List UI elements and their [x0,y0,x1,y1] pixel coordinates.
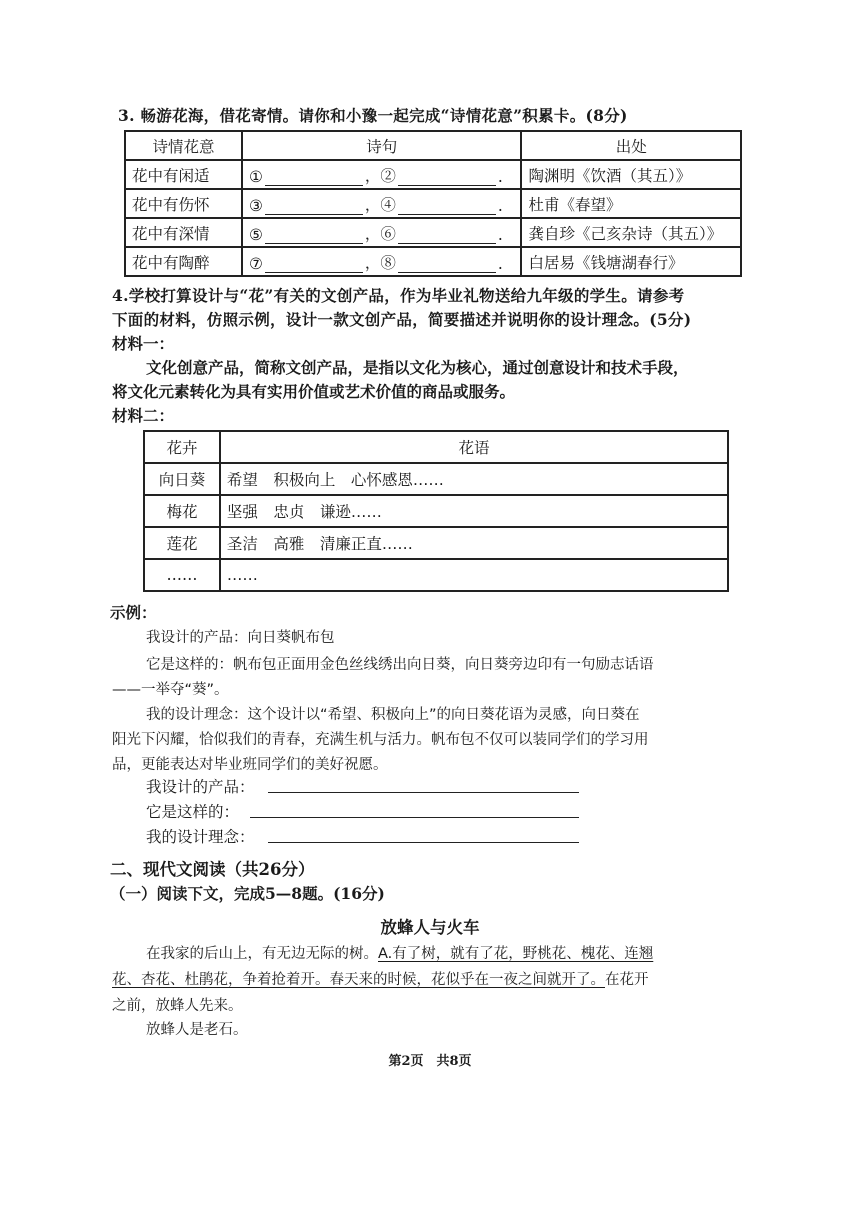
page-footer: 第2页 共8页 [388,1054,472,1069]
material-1-line2: 将文化元素转化为具有实用价值或艺术价值的商品或服务。 [112,382,516,401]
blank-6[interactable] [398,227,496,244]
example-idea-line2: 阳光下闪耀，恰似我们的青春，充满生机与活力。帆布包不仅可以装同学们的学习用 [112,732,649,748]
answer-idea-line[interactable] [268,842,579,843]
blank-2[interactable] [398,169,496,186]
example-desc-line2: ——一举夺“葵”。 [112,682,229,698]
article-p1-line3: 之前，放蜂人先来。 [112,998,243,1014]
flower-language: 坚强 忠贞 谦逊…… [220,495,728,527]
example-product: 我设计的产品：向日葵帆布包 [146,630,335,646]
blank-marker-3: ③ [248,196,263,215]
q3-source: 龚自珍《己亥杂诗（其五）》 [521,218,741,247]
flower-row [144,495,728,527]
q3-theme: 花中有陶醉 [125,247,242,276]
blank-3[interactable] [265,198,363,215]
article-p2: 放蜂人是老石。 [146,1022,248,1038]
article-p1-lead: 在我家的后山上，有无边无际的树。 [146,946,378,962]
end-dot: . [497,254,503,273]
example-label: 示例： [110,603,157,622]
article-title: 放蜂人与火车 [380,918,480,937]
blank-7[interactable] [265,256,363,273]
material-1-line1: 文化创意产品，简称文创产品，是指以文化为核心，通过创意设计和技术手段， [146,358,689,377]
flower-header: 花卉 [144,431,220,463]
reading-instruction: （一）阅读下文，完成5—8题。(16分) [110,884,385,903]
example-desc-line1: 它是这样的：帆布包正面用金色丝线绣出向日葵，向日葵旁边印有一句励志话语 [146,657,654,673]
end-dot: . [497,225,503,244]
flower-table-header [144,431,728,463]
flower-language: 圣洁 高雅 清廉正直…… [220,527,728,559]
q3-header-source: 出处 [521,131,741,160]
q3-row [125,218,741,247]
blank-marker-4: ，④ [364,195,396,214]
answer-product-label: 我设计的产品： [146,778,255,796]
q3-header-verse: 诗句 [242,131,522,160]
q3-verse-cell [242,247,522,276]
article-p1-line2 [112,968,649,989]
q3-header-theme: 诗情花意 [125,131,242,160]
q3-row [125,247,741,276]
q3-verse-cell [242,189,522,218]
q3-row [125,189,741,218]
flower-row [144,527,728,559]
material-1-label: 材料一： [112,334,175,353]
blank-marker-5: ⑤ [248,225,263,244]
q3-table [124,130,742,277]
q3-source: 白居易《钱塘湖春行》 [521,247,741,276]
example-idea-line3: 品，更能表达对毕业班同学们的美好祝愿。 [112,757,388,773]
blank-marker-8: ，⑧ [364,253,396,272]
flower-row [144,559,728,591]
q3-header-row [125,131,741,160]
flower-language: …… [220,559,728,591]
answer-desc-label: 它是这样的： [146,803,240,821]
q3-source: 陶渊明《饮酒（其五）》 [521,160,741,189]
flower-row [144,463,728,495]
underlined-sentence-a-cont: 花、杏花、杜鹃花，争着抢着开。春天来的时候，花似乎在一夜之间就开了。 [112,972,605,988]
q3-theme: 花中有闲适 [125,160,242,189]
q3-theme: 花中有伤怀 [125,189,242,218]
q3-row [125,160,741,189]
end-dot: . [497,167,503,186]
example-idea-line1: 我的设计理念：这个设计以“希望、积极向上”的向日葵花语为灵感，向日葵在 [146,707,640,723]
q3-stem: 3. 畅游花海，借花寄情。请你和小豫一起完成“诗情花意”积累卡。(8分) [118,106,628,125]
article-p1-tail: 在花开 [605,972,649,988]
q4-stem-line2: 下面的材料，仿照示例，设计一款文创产品，简要描述并说明你的设计理念。(5分) [112,310,692,329]
flower-language-table [143,430,729,592]
q3-source: 杜甫《春望》 [521,189,741,218]
answer-desc-line[interactable] [250,817,579,818]
blank-marker-2: ，② [364,166,396,185]
q3-theme: 花中有深情 [125,218,242,247]
section-heading: 二、现代文阅读（共26分） [110,860,315,879]
material-2-label: 材料二： [112,406,175,425]
blank-marker-6: ，⑥ [364,224,396,243]
q3-verse-cell [242,218,522,247]
blank-8[interactable] [398,256,496,273]
article-p1-line1 [146,942,653,963]
q4-stem-line1: 4.学校打算设计与“花”有关的文创产品，作为毕业礼物送给九年级的学生。请参考 [112,286,685,305]
flower-name: 梅花 [144,495,220,527]
q3-verse-cell [242,160,522,189]
blank-marker-7: ⑦ [248,254,263,273]
flower-language-header: 花语 [220,431,728,463]
flower-name: 莲花 [144,527,220,559]
flower-name: …… [144,559,220,591]
blank-1[interactable] [265,169,363,186]
blank-5[interactable] [265,227,363,244]
flower-name: 向日葵 [144,463,220,495]
blank-marker-1: ① [248,167,263,186]
answer-idea-label: 我的设计理念： [146,828,255,846]
underlined-sentence-a: A.有了树，就有了花，野桃花、槐花、连翘 [378,946,654,962]
end-dot: . [497,196,503,215]
flower-language: 希望 积极向上 心怀感恩…… [220,463,728,495]
answer-product-line[interactable] [268,792,579,793]
blank-4[interactable] [398,198,496,215]
